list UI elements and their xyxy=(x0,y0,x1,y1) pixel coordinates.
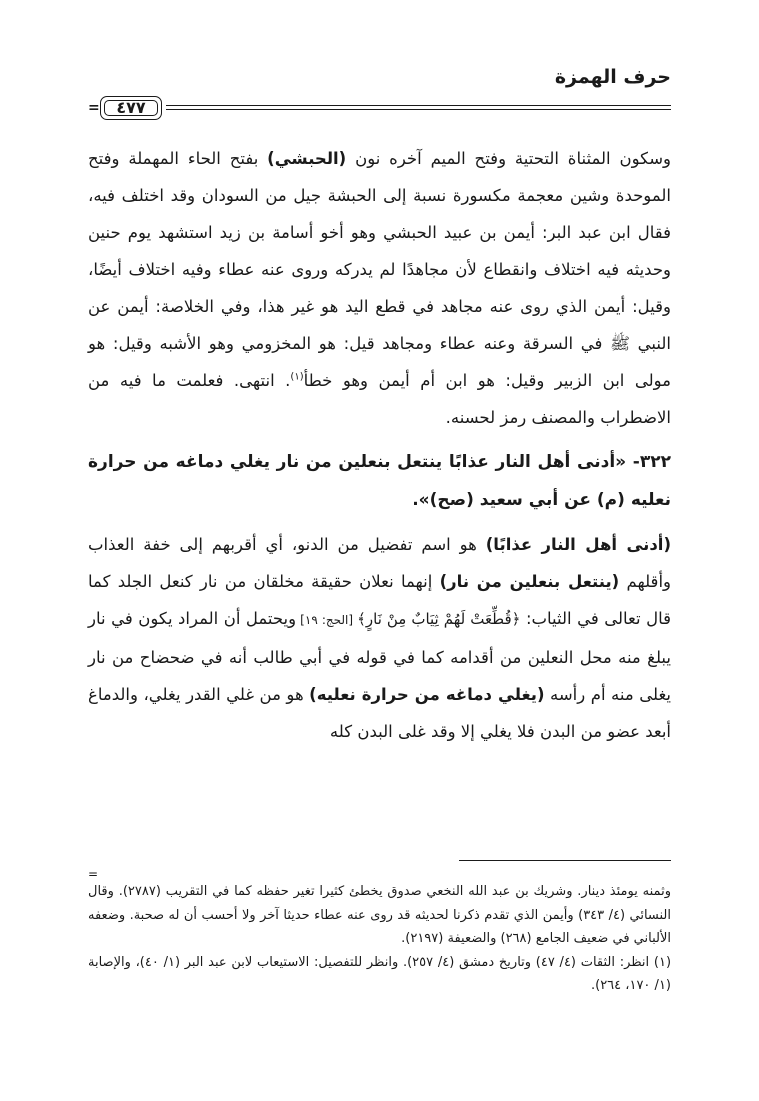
text-span: بفتح الحاء المهملة وفتح الموحدة وشين معجمة مكسورة نسبة إلى الحبشة جيل من السودان وقد اختلف فيه، فقال ابن عبد البر: أيمن بن عبيد الحبشي وهو أخو أسامة بن زيد استشهد يوم حنين وحديثه فيه اختلاف وانقطاع لأن مجاهدًا لم يدركه وروى عنه عطاء وفيه اختلاف أيضًا، وقيل: أيمن الذي روى عنه مجاهد في قطع اليد هو غير هذا، وفي الخلاصة: أيمن عن النبي ﷺ في السرقة وعنه عطاء ومجاهد قيل: هو المخزومي وهو الأشبه وقيل: هو مولى ابن الزبير وقيل: هو ابن أم أيمن وهو خطأ xyxy=(88,149,671,390)
quran-verse: ﴿قُطِّعَتْ لَهُمْ ثِيَابٌ مِنْ نَارٍ﴾ xyxy=(357,610,521,628)
commentary-paragraph-1 xyxy=(88,140,671,436)
footnote-divider xyxy=(459,860,671,861)
verse-citation: [الحج: ١٩] xyxy=(296,613,358,627)
footnote-continuation-mark: = xyxy=(88,867,99,881)
text-span: ويحتمل أن المراد يكون في نار يبلغ منه محل النعلين من أقدامه كما في قوله في أبي طالب أنه في ضحضاح من نار يغلى منه أم رأسه xyxy=(88,609,671,704)
commentary-paragraph-2 xyxy=(88,526,671,750)
footnote-ref-1: (١) xyxy=(290,371,304,383)
header-marker: = xyxy=(88,100,100,116)
bold-term: (أدنى أهل النار عذابًا) xyxy=(485,535,671,554)
footnotes xyxy=(88,880,671,998)
header-rule xyxy=(166,105,671,110)
footnote-continued: وثمنه يومئذ دينار. وشريك بن عبد الله النخعي صدوق يخطئ كثيرا تغير حفظه كما في التقريب (٢٧٨٧). وقال النسائي (٤/ ٣٤٣) وأيمن الذي تقدم ذكرنا لحديثه قد روى عنه عطاء حديثا آخر ولا أحسب أن له صحبة. وضعفه الألباني في ضعيف الجامع (٢٦٨) والضعيفة (٢١٩٧). xyxy=(88,884,671,946)
bold-term: (الحبشي) xyxy=(267,149,347,168)
text-span: هو اسم تفضيل من الدنو، أي أقربهم إلى خفة العذاب وأقلهم xyxy=(88,535,671,591)
text-span: هو من غلي القدر يغلي، والدماغ أبعد عضو من البدن فلا يغلي إلا وقد غلى البدن كله xyxy=(88,685,671,741)
text-span: وسكون المثناة التحتية وفتح الميم آخره نون xyxy=(346,149,672,168)
bold-term: (يغلي دماغه من حرارة نعليه) xyxy=(309,685,545,704)
text-span: . انتهى. فعلمت ما فيه من الاضطراب والمصنف رمز لحسنه. xyxy=(88,371,671,427)
text-span: إنهما نعلان حقيقة مخلقان من نار كنعل الجلد كما قال تعالى في الثياب: xyxy=(88,572,671,628)
main-text xyxy=(88,140,671,750)
footnote-1: (١) انظر: الثقات (٤/ ٤٧) وتاريخ دمشق (٤/ ٢٥٧). وانظر للتفصيل: الاستيعاب لابن عبد البر (١/ ٤٠)، والإصابة (١/ ١٧٠، ٢٦٤). xyxy=(88,954,672,993)
chapter-title: حرف الهمزة xyxy=(554,66,671,88)
bold-term: (ينتعل بنعلين من نار) xyxy=(439,572,620,591)
header-rule-row xyxy=(88,98,671,118)
hadith-322: ٣٢٢- «أدنى أهل النار عذابًا ينتعل بنعلين من نار يغلي دماغه من حرارة نعليه (م) عن أبي سعيد (صح)». xyxy=(88,452,671,510)
page-number: ٤٧٧ xyxy=(100,96,162,120)
page-header xyxy=(88,62,671,118)
